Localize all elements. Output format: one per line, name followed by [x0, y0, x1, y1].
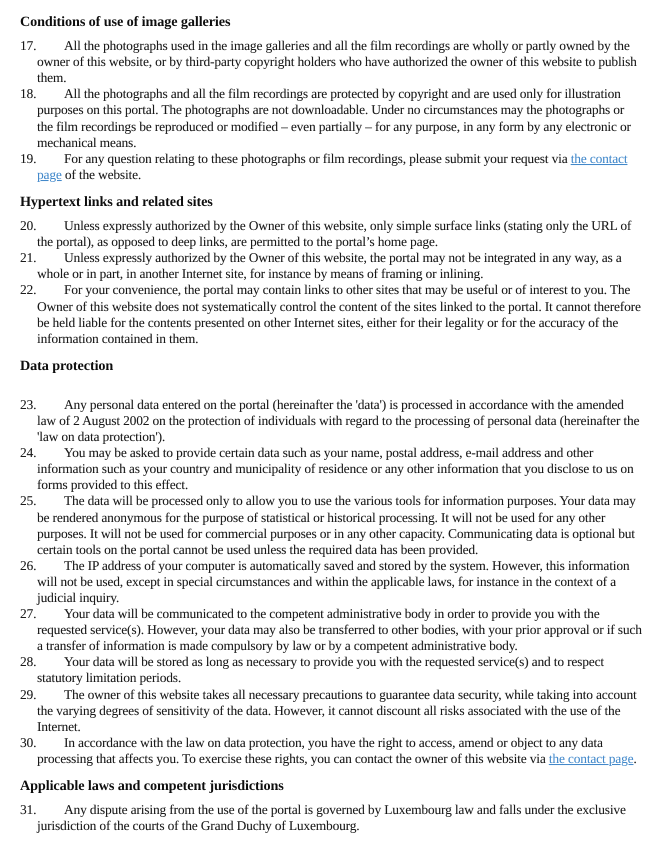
terms-content: [20, 14, 644, 834]
clause-text: Your data will be stored as long as necessary to provide you with the requested service(s) and to respect statutory limitation periods.: [37, 654, 604, 686]
clause-number: 28.: [20, 654, 37, 670]
clause-number: 30.: [20, 734, 37, 750]
numbered-clause: [20, 802, 642, 834]
section-heading: Applicable laws and competent jurisdictions: [20, 778, 284, 795]
numbered-clause: [20, 445, 642, 493]
clause-text: For any question relating to these photographs or film recordings, please submit your request via: [64, 150, 571, 166]
numbered-clause: [20, 396, 642, 445]
clause-text: Unless expressly authorized by the Owner of this website, only simple surface links (stating only the URL of the portal), as opposed to deep links, are permitted to the portal’s home page.: [37, 218, 632, 250]
clause-text: Any personal data entered on the portal (hereinafter the 'data') is processed in accordance with the amended law of 2 August 2002 on the protection of individuals with regard to the processing of personal data (hereinafter the 'law on data protection').: [37, 396, 640, 445]
clause-number: 19.: [20, 150, 37, 166]
clause-text: All the photographs used in the image galleries and all the film recordings are wholly or partly owned by the owner of this website, or by third-party copyright holders who have authorized the owner of this website to publish them.: [37, 38, 637, 86]
numbered-clause: [20, 493, 642, 557]
numbered-clause: [20, 250, 642, 282]
numbered-clause: [20, 654, 642, 686]
clause-text: .: [633, 750, 637, 766]
clause-number: 26.: [20, 557, 37, 573]
clause-number: 22.: [20, 282, 37, 298]
numbered-clause: [20, 150, 642, 183]
clause-text: of the website.: [61, 166, 142, 182]
section-heading: Conditions of use of image galleries: [20, 14, 231, 30]
clause-number: 17.: [20, 38, 37, 54]
clause-text: The data will be processed only to allow you to use the various tools for information purposes. Your data may be rendered anonymous for the purpose of statistical or historical processing. It will not be used for any other purposes. It will not be used for commercial purposes or in any other capacity. Communicating data is optional but certain tools on the portal cannot be used unless the required data has been provided.: [37, 493, 636, 557]
clause-text: You may be asked to provide certain data such as your name, postal address, e-mail address and other information such as your country and municipality of residence or any other information that you disclose to us on forms provided to this effect.: [37, 445, 634, 493]
document-section: [20, 14, 644, 183]
numbered-clause: [20, 86, 642, 150]
numbered-clause: [20, 734, 642, 767]
clause-text: Any dispute arising from the use of the portal is governed by Luxembourg law and falls under the exclusive jurisdiction of the courts of the Grand Duchy of Luxembourg.: [37, 802, 626, 834]
numbered-clause: [20, 218, 642, 250]
document-section: [20, 358, 644, 767]
numbered-clause: [20, 557, 642, 606]
numbered-clause: [20, 282, 642, 346]
clause-text: For your convenience, the portal may contain links to other sites that may be useful or of interest to you. The Owner of this website does not systematically control the content of the sites linked to the portal. It cannot therefore be held liable for the contents presented on other Internet sites, either for their legality or for the accuracy of the information contained in them.: [37, 282, 641, 346]
clause-text: The IP address of your computer is automatically saved and stored by the system. However, this information will not be used, except in special circumstances and within the applicable laws, for instance in the context of a judicial inquiry.: [37, 557, 630, 605]
clause-number: 31.: [20, 802, 37, 818]
clause-number: 25.: [20, 493, 37, 509]
clause-number: 18.: [20, 86, 37, 102]
numbered-clause: [20, 606, 642, 654]
clause-text: Your data will be communicated to the competent administrative body in order to provide you with the requested service(s). However, your data may also be transferred to other bodies, with your prior approval or if such a transfer of information is made compulsory by law or by a competent administrative body.: [37, 606, 642, 654]
contact-page-link[interactable]: the contact page: [548, 750, 634, 766]
contact-page-link[interactable]: the contact page: [37, 150, 628, 182]
section-heading: Data protection: [20, 357, 114, 374]
clause-text: Unless expressly authorized by the Owner of this website, the portal may not be integrated in any way, as a whole or in part, in another Internet site, for instance by means of framing or inlining.: [37, 250, 622, 282]
clause-number: 27.: [20, 606, 37, 622]
document-section: [20, 778, 644, 834]
clause-text: The owner of this website takes all necessary precautions to guarantee data security, while taking into account the varying degrees of sensitivity of the data. However, it cannot discount all risks associated with the use of the Internet.: [37, 686, 637, 734]
clause-number: 23.: [20, 396, 37, 412]
clause-number: 29.: [20, 686, 37, 702]
clause-text: All the photographs and all the film recordings are protected by copyright and are used only for illustration purposes on this portal. The photographs are not downloadable. Under no circumstances may the photographs or the film recordings be reproduced or modified – even partially – for any purpose, in any form by any electronic or mechanical means.: [37, 86, 631, 150]
numbered-clause: [20, 38, 642, 86]
numbered-clause: [20, 686, 642, 735]
clause-text: In accordance with the law on data protection, you have the right to access, amend or object to any data processing that affects you. To exercise these rights, you can contact the owner of this website via: [37, 734, 603, 766]
clause-number: 21.: [20, 250, 37, 266]
clause-number: 24.: [20, 445, 37, 461]
clause-number: 20.: [20, 218, 37, 234]
document-section: [20, 194, 644, 347]
section-heading: Hypertext links and related sites: [20, 193, 213, 210]
